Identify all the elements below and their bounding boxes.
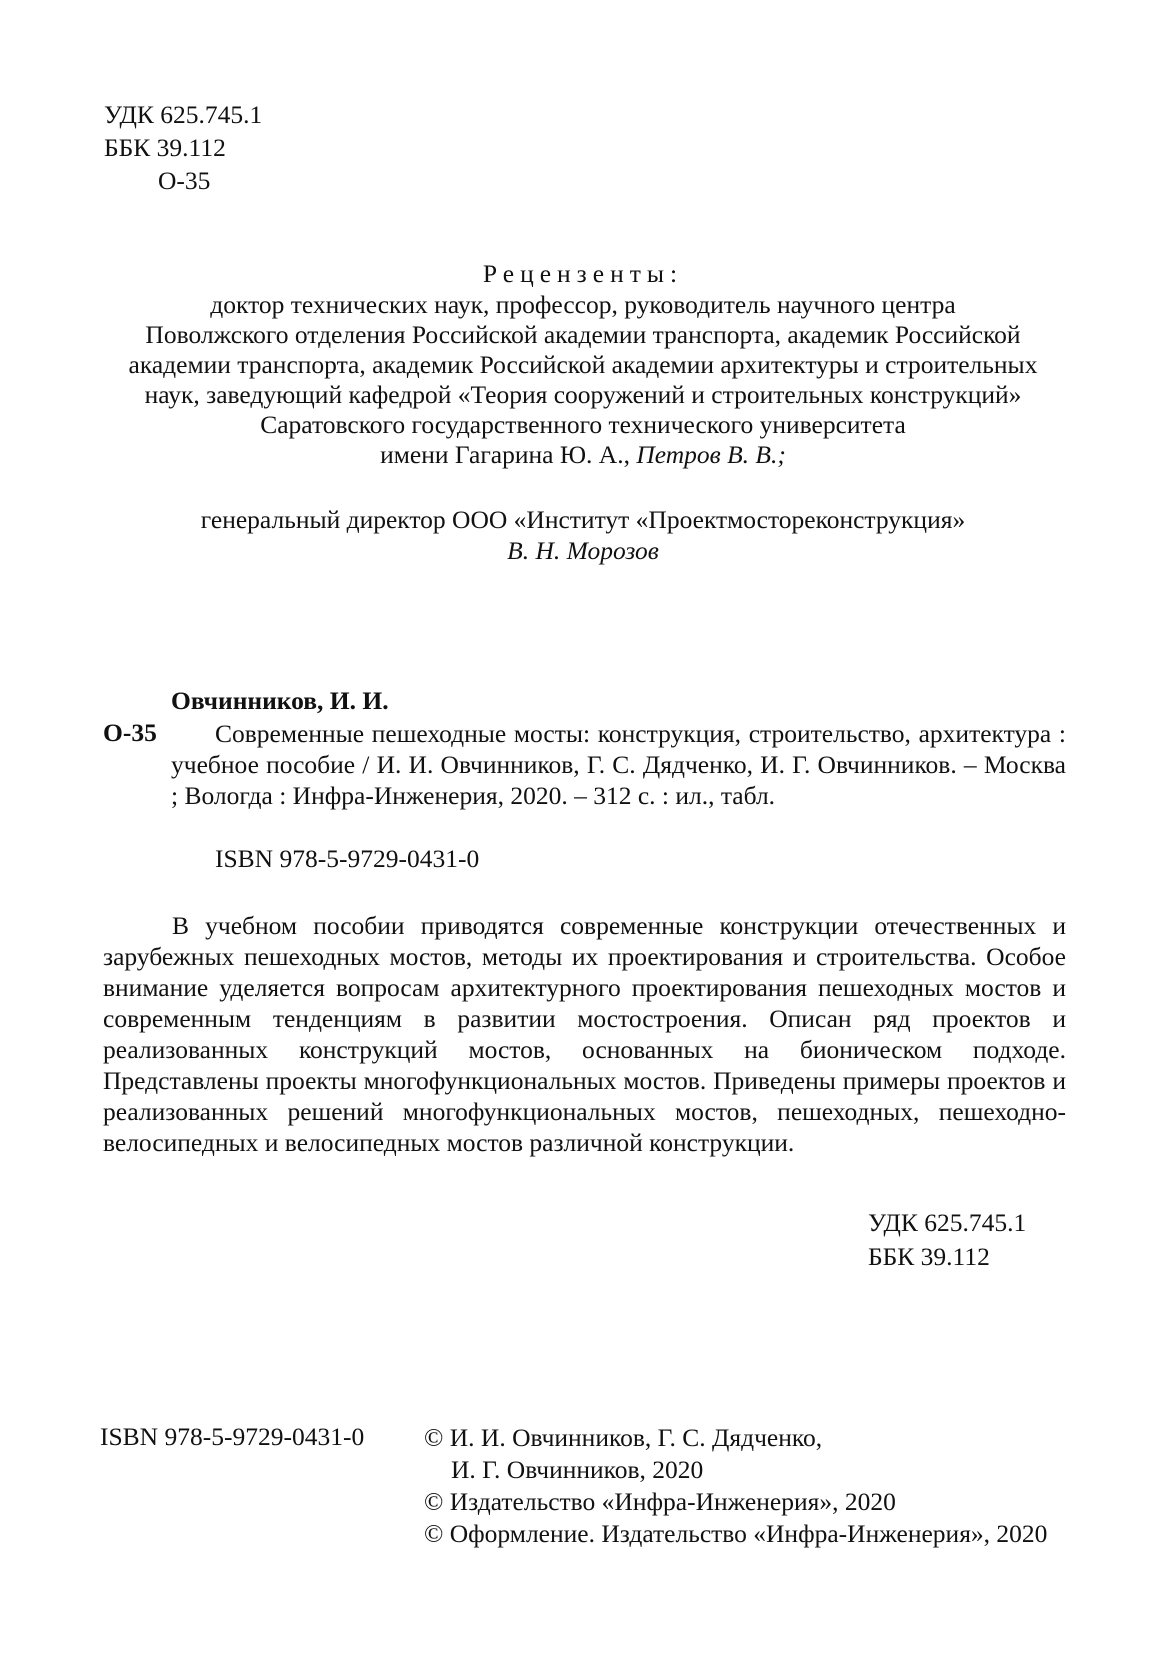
copyright-line: © Оформление. Издательство «Инфра-Инженерия», 2020 (424, 1519, 1048, 1548)
bib-author-mark: О-35 (103, 718, 157, 747)
bbk-code-bottom: ББК 39.112 (868, 1242, 990, 1271)
author-mark: О-35 (158, 166, 211, 195)
reviewer-1-line: наук, заведующий кафедрой «Теория сооружений и строительных конструкций» (144, 380, 1022, 409)
udk-code-bottom: УДК 625.745.1 (868, 1208, 1027, 1237)
reviewer-1-last-line (100, 440, 1066, 470)
reviewer-2-block (100, 504, 1066, 566)
copyright-line: И. Г. Овчинников, 2020 (451, 1455, 704, 1484)
bib-isbn: ISBN 978-5-9729-0431-0 (215, 844, 480, 873)
reviewer-1-line: Саратовского государственного технического университета (260, 410, 906, 439)
annotation-paragraph: В учебном пособии приводятся современные конструкции отечественных и зарубежных пешеходных мостов, методы их проектирования и строительства. Особое внимание уделяется вопросам архитектурного проектирования пешеходных мостов и современным тенденциям в развитии мостостроения. Описан ряд проектов и реализованных конструкций мостов, основанных на бионическом подходе. Представлены проекты многофункциональных мостов. Приведены примеры проектов и реализованных решений многофункциональных мостов, пешеходных, пешеходно-велосипедных и велосипедных мостов различной конструкции. (103, 911, 1066, 1157)
copyright-line: © Издательство «Инфра-Инженерия», 2020 (424, 1487, 896, 1516)
reviewer-1-line: Поволжского отделения Российской академии транспорта, академик Российской (145, 320, 1021, 349)
reviewers-block (100, 258, 1066, 470)
reviewer-2-name: В. Н. Морозов (507, 536, 659, 565)
bbk-code: ББК 39.112 (104, 133, 226, 162)
reviewer-1-line: академии транспорта, академик Российской академии архитектуры и строительных (128, 350, 1038, 379)
reviewer-2-position: генеральный директор ООО «Институт «Проектмостореконструкция» (200, 505, 966, 534)
bib-description: Современные пешеходные мосты: конструкция, строительство, архитектура : учебное пособие / И. И. Овчинников, Г. С. Дядченко, И. Г. Овчинников. – Москва ; Вологда : Инфра-Инженерия, 2020. – 312 с. : ил., табл. (171, 719, 1066, 810)
reviewers-title: Рецензенты: (482, 259, 684, 288)
copyright-line: © И. И. Овчинников, Г. С. Дядченко, (424, 1423, 823, 1452)
imprint-isbn: ISBN 978-5-9729-0431-0 (100, 1422, 365, 1451)
udk-code: УДК 625.745.1 (104, 100, 263, 129)
copyright-block (424, 1422, 1047, 1550)
reviewer-1-affiliation: имени Гагарина Ю. А., (380, 440, 637, 469)
reviewer-1-line: доктор технических наук, профессор, руководитель научного центра (210, 290, 956, 319)
reviewer-1-name: Петров В. В.; (636, 440, 786, 469)
bib-author: Овчинников, И. И. (171, 686, 389, 715)
